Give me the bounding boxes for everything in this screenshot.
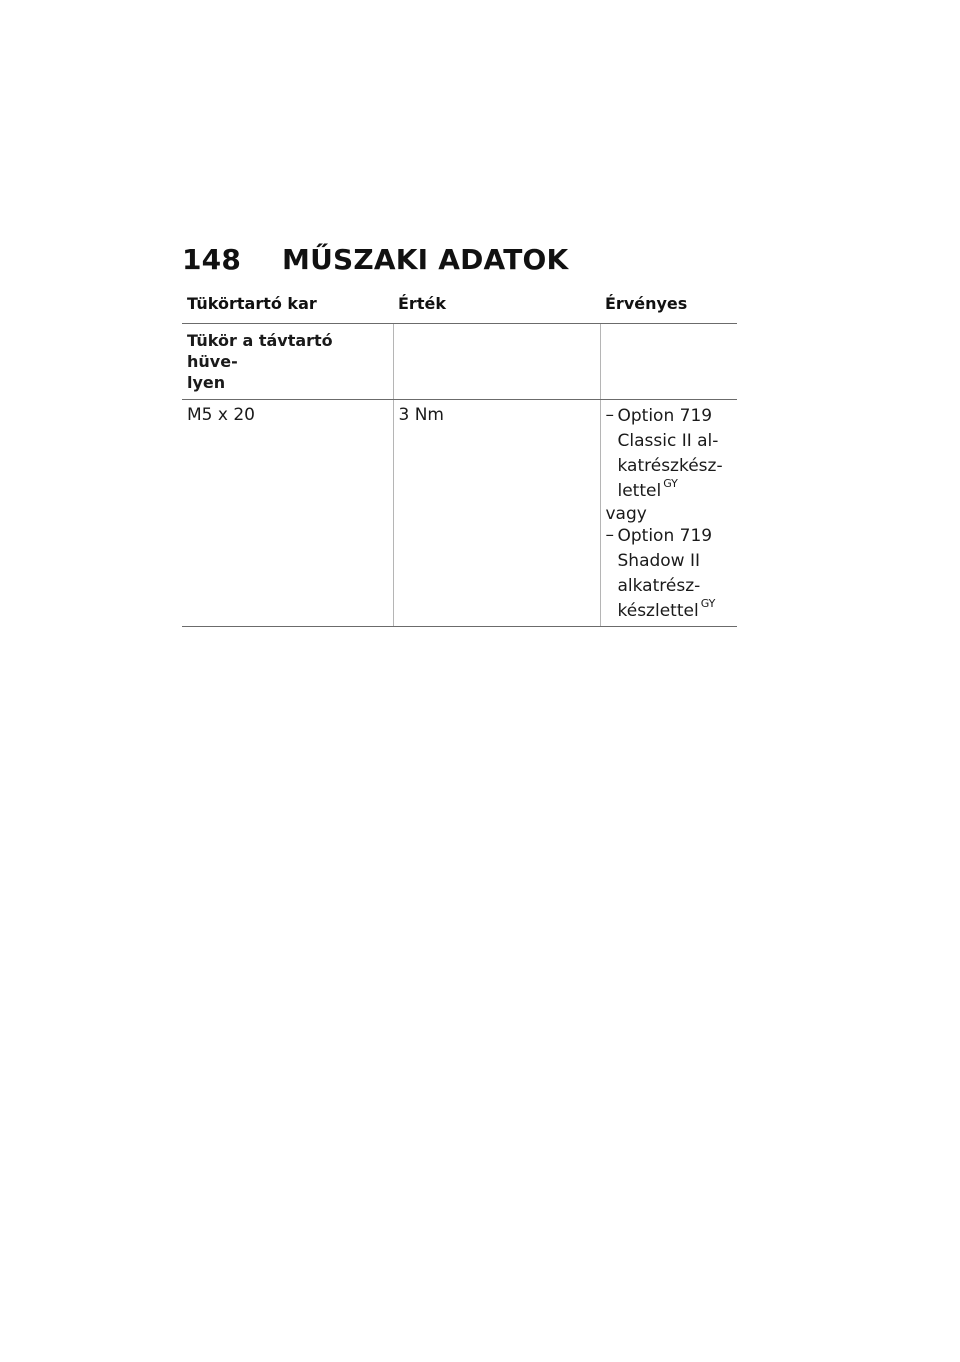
table-subheading-row [182, 324, 737, 400]
table-row [182, 400, 737, 627]
connector-text: vagy [605, 504, 647, 524]
footnote-marker: GY [700, 597, 716, 610]
cell-part: M5 x 20 [182, 400, 393, 627]
page-number: 148 [182, 243, 242, 276]
table-header-row [182, 290, 737, 324]
column-header-valid: Érvényes [600, 290, 737, 324]
list-item-text: Option 719 Shadow II alkatrész- készlettel $^{GY}$ [617, 526, 716, 621]
torque-table [182, 290, 737, 627]
table-subheading: Tükör a távtartó hüve- lyen [182, 324, 393, 400]
list-item-text: Option 719 Classic II al- katrészkész- lettel $^{GY}$ [617, 406, 723, 501]
column-header-value: Érték [393, 290, 600, 324]
column-header-part: Tükörtartó kar [182, 290, 393, 324]
torque-table-container [182, 290, 737, 627]
dash-bullet: – [605, 525, 614, 545]
cell-value: 3 Nm [393, 400, 600, 627]
dash-bullet: – [605, 405, 614, 425]
list-item [606, 404, 732, 504]
list-item [606, 524, 732, 624]
table-cell-empty [600, 324, 737, 400]
page-header [182, 243, 568, 276]
cell-valid [600, 400, 737, 627]
page-title: MŰSZAKI ADATOK [282, 243, 569, 276]
table-cell-empty [393, 324, 600, 400]
footnote-marker: GY [663, 477, 678, 490]
